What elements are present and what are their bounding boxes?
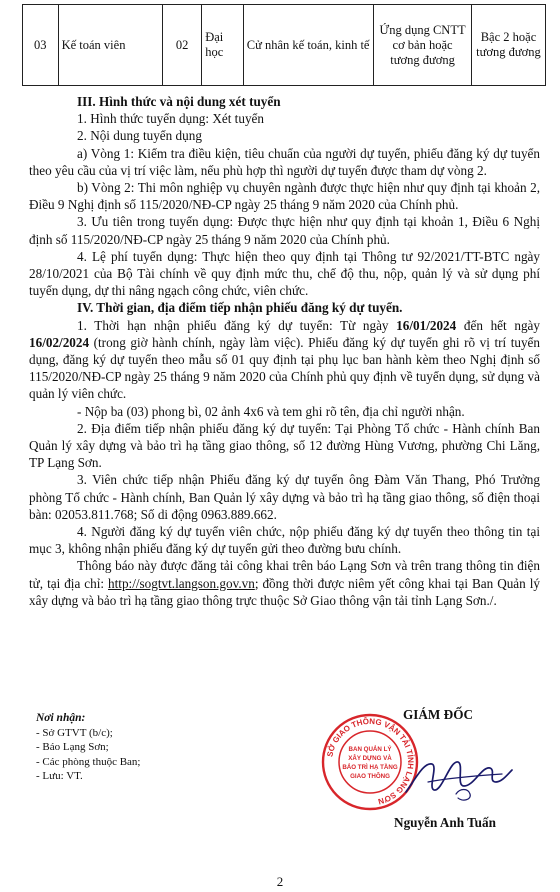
cell-position: Kế toán viên: [58, 5, 162, 86]
recipient-item: - Lưu: VT.: [36, 770, 83, 782]
recruitment-table: [22, 4, 546, 86]
item-1-text-b: đến hết ngày: [456, 317, 540, 333]
section-3-heading: III. Hình thức và nội dung xét tuyển: [77, 94, 281, 109]
signer-title: GIÁM ĐỐC: [403, 707, 473, 722]
cell-quantity: 02: [162, 5, 201, 86]
table-row: [23, 5, 546, 86]
section-4-item-1: [29, 317, 540, 403]
seal-center-line: BAN QUẢN LÝ: [348, 746, 392, 753]
page-number: 2: [276, 874, 284, 889]
handwritten-signature: [398, 748, 518, 808]
section-4-item-2: 2. Địa điểm tiếp nhận phiếu đăng ký dự tuyển: Tại Phòng Tổ chức - Hành chính Ban Quản lý xây dựng và bảo trì hạ tầng giao thông, số 12 đường Hùng Vương, phường Chi Lăng, TP Lạng Sơn.: [29, 420, 540, 471]
recipient-item: - Các phòng thuộc Ban;: [36, 755, 141, 768]
round-1-paragraph: a) Vòng 1: Kiểm tra điều kiện, tiêu chuẩn của người dự tuyển, phiếu đăng ký dự tuyển theo yêu cầu của vị trí việc làm, nếu phù hợp thì người dự tuyển được tham dự vòng 2.: [29, 145, 540, 178]
publication-notice: [29, 557, 540, 609]
notice-text-b: ; đồng thời được niêm yết công khai tại Ban Quản lý xây dựng và bảo trì hạ tầng giao thông trực thuộc Sở Giao thông vận tải tỉnh Lạng Sơn./.: [29, 575, 540, 608]
seal-center-line: GIAO THÔNG: [350, 773, 390, 780]
end-date: 16/02/2024: [29, 334, 90, 350]
cell-degree: Cử nhân kế toán, kinh tế: [243, 5, 373, 86]
notice-text-a: Thông báo này được đăng tải công khai trên báo Lạng Sơn và trên trang thông tin điện tử, tại địa chỉ:: [29, 558, 540, 591]
seal-inner-ring: [339, 731, 401, 793]
round-2-paragraph: b) Vòng 2: Thi môn nghiệp vụ chuyên ngành được thực hiện như quy định tại khoản 2, Điều 9 Nghị định số 115/2020/NĐ-CP ngày 25 tháng 9 năm 2020 của Chính phủ.: [29, 180, 540, 213]
section-3-item-4: 4. Lệ phí tuyển dụng: Thực hiện theo quy định tại Thông tư 92/2021/TT-BTC ngày 28/10/2021 của Bộ Tài chính về quy định mức thu, chế độ thu, nộp, quản lý và sử dụng phí tuyển dụng, dự thi nâng ngạch công chức, viên chức.: [29, 248, 540, 299]
cell-stt: 03: [23, 5, 59, 86]
recipients-block: [36, 711, 140, 784]
signer-name: Nguyễn Anh Tuấn: [394, 815, 496, 830]
recipients-title: Nơi nhận:: [36, 712, 86, 724]
cell-it-skill: Ứng dụng CNTT cơ bản hoặc tương đương: [374, 5, 472, 86]
recipient-item: - Sở GTVT (b/c);: [36, 726, 113, 739]
seal-ring-text: SỞ GIAO THÔNG VẬN TẢI TỈNH LẠNG SƠN: [325, 716, 416, 807]
section-4-item-3: 3. Viên chức tiếp nhận Phiếu đăng ký dự tuyển ông Đàm Văn Thang, Phó Trưởng phòng Tổ chức - Hành chính, Ban Quản lý xây dựng và bảo trì hạ tầng giao thông, số điện thoại bàn: 02053.811.768; Số di động 0963.889.662.: [29, 472, 540, 522]
item-1-text-c: (trong giờ hành chính, ngày làm việc). Phiếu đăng ký dự tuyển ghi rõ vị trí tuyển dụng, đăng ký dự tuyển theo mẫu số 01 quy định tại phụ lục ban hành kèm theo Nghị định số 115/2020/NĐ-CP ngày 25 tháng 9 năm 2020 của Chính phủ quy định về tuyển dụng, sử dụng và quản lý viên chức.: [29, 334, 540, 402]
section-3-item-2: 2. Nội dung tuyển dụng: [77, 128, 202, 144]
website-link[interactable]: http://sogtvt.langson.gov.vn: [108, 575, 255, 591]
section-4-heading: IV. Thời gian, địa điểm tiếp nhận phiếu đăng ký dự tuyển.: [77, 300, 403, 316]
item-1-text-a: 1. Thời hạn nhận phiếu đăng ký dự tuyển: Từ ngày: [77, 317, 397, 333]
seal-center-line: XÂY DỰNG VÀ: [348, 755, 392, 762]
seal-center-line: BẢO TRÌ HẠ TẦNG: [342, 764, 398, 771]
envelope-requirement: - Nộp ba (03) phong bì, 02 ảnh 4x6 và tem ghi rõ tên, địa chỉ người nhận.: [77, 403, 465, 419]
section-4-item-4: 4. Người đăng ký dự tuyển viên chức, nộp phiếu đăng ký dự tuyển theo thông tin tại mục 3, không nhận phiếu đăng ký dự tuyển gửi theo đường bưu chính.: [29, 524, 540, 557]
cell-level: Đại học: [202, 5, 244, 86]
recipient-item: - Báo Lạng Sơn;: [36, 741, 109, 753]
section-3-item-1: 1. Hình thức tuyển dụng: Xét tuyển: [77, 111, 264, 127]
section-3-item-3: 3. Ưu tiên trong tuyển dụng: Được thực hiện như quy định tại khoản 1, Điều 6 Nghị định số 115/2020/NĐ-CP ngày 25 tháng 9 năm 2020 của Chính phủ.: [29, 214, 540, 247]
cell-language: Bậc 2 hoặc tương đương: [471, 5, 545, 86]
document-body: [29, 93, 540, 609]
start-date: 16/01/2024: [396, 317, 457, 333]
